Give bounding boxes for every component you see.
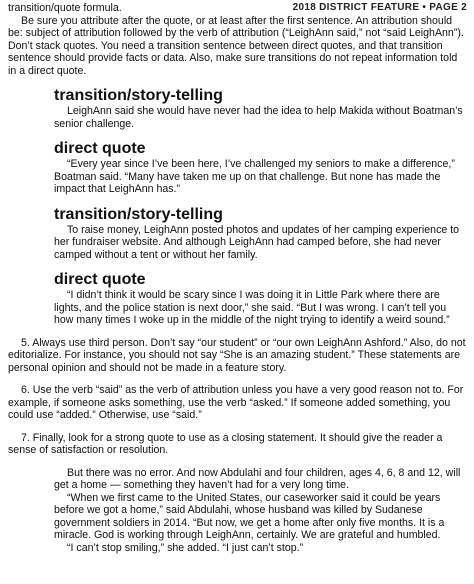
example-label: direct quote — [54, 140, 146, 157]
closing-paragraph: “I can’t stop smiling,” she added. “I just can’t stop.” — [67, 541, 304, 554]
document-body — [8, 2, 467, 554]
intro-line: transition/quote formula. — [8, 2, 122, 14]
example-block — [8, 140, 467, 196]
rule-paragraph: 5. Always use third person. Don’t say “our student” or “our own LeighAnn Ashford.” Also, do not editorialize. For instance, you should not say “She is an amazing student.” These statements are personal opinion and should not be made in a feature story. — [8, 336, 466, 374]
example-block — [8, 271, 467, 327]
closing-paragraph: “When we first came to the United States, our caseworker said it could be years before we got a home,” said Abdulahi, whose husband was killed by Sudanese government soldiers in 2014. “But now, we get a home after only five months. It is a miracle. God is working through LeighAnn, certainly. We are grateful and humbled. — [54, 491, 445, 541]
example-block — [8, 87, 467, 130]
example-text: To raise money, LeighAnn posted photos and updates of her camping experience to her fundraiser website. And although LeighAnn had camped before, she had never camped without a tent or without her family. — [54, 223, 460, 261]
closing-example — [8, 467, 467, 555]
running-head: 2018 DISTRICT FEATURE • PAGE 2 — [292, 2, 467, 13]
example-block — [8, 206, 467, 262]
example-label: transition/story-telling — [54, 205, 223, 223]
rule-paragraph: 6. Use the verb “said” as the verb of attribution unless you have a very good reason not to. For example, if someone asks something, use the verb “asked.” If someone added something, you could use “added.” Otherwise, use “said.” — [8, 384, 464, 421]
example-label: transition/story-telling — [54, 87, 223, 104]
closing-paragraph: But there was no error. And now Abdulahi and four children, ages 4, 6, 8 and 12, will get a home — something they haven’t had for a very long time. — [54, 466, 461, 491]
example-text: “I didn’t think it would be scary since I was doing it in Little Park where there are lights, and the police station is next door,” she said. “But I was wrong. I can’t tell you how many times I woke up in the middle of the night trying to identify a weird sound.” — [54, 289, 450, 326]
example-label: direct quote — [54, 271, 146, 288]
rule-paragraph: 7. Finally, look for a strong quote to use as a closing statement. It should give the reader a sense of satisfaction or resolution. — [8, 431, 443, 456]
example-text: “Every year since I’ve been here, I’ve challenged my seniors to make a difference,” Boatman said. “Many have taken me up on that challenge. But none has made the impact that LeighAnn has.” — [54, 158, 455, 195]
intro-paragraph: Be sure you attribute after the quote, or at least after the first sentence. An attribution should be: subject of attribution followed by the verb of attribution (“LeighAnn said,” not “said LeighAnn”). Don’t stack quotes. You need a transition sentence between direct quotes, and that transition sentence should provide facts or data. Also, make sure transitions do not repeat information told in a direct quote. — [8, 14, 464, 77]
example-text: LeighAnn said she would have never had the idea to help Makida without Boatman’s senior challenge. — [54, 105, 463, 130]
